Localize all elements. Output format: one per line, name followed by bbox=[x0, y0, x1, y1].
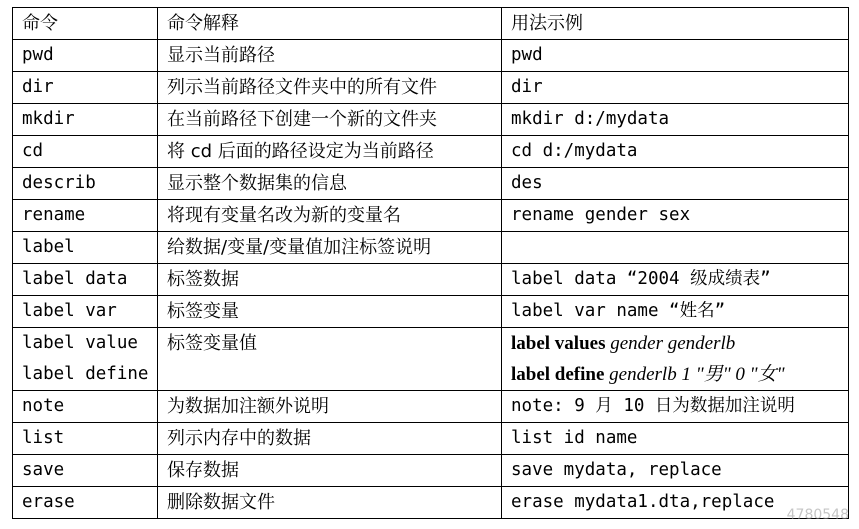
explanation-cell: 将 cd 后面的路径设定为当前路径 bbox=[158, 136, 502, 168]
command-cell: rename bbox=[13, 200, 158, 232]
explanation-cell: 显示当前路径 bbox=[158, 40, 502, 72]
command-cell: label data bbox=[13, 264, 158, 296]
command-table bbox=[12, 7, 849, 519]
explanation-cell: 标签数据 bbox=[158, 264, 502, 296]
explanation-cell: 显示整个数据集的信息 bbox=[158, 168, 502, 200]
usage-italic-text: genderlb 1 "男" 0 "女" bbox=[604, 364, 785, 385]
usage-cell: dir bbox=[502, 72, 849, 104]
table-row-label-value-define bbox=[13, 328, 849, 391]
header-explanation: 命令解释 bbox=[158, 8, 502, 40]
command-cell: mkdir bbox=[13, 104, 158, 136]
header-command: 命令 bbox=[13, 8, 158, 40]
usage-cell: note: 9 月 10 日为数据加注说明 bbox=[502, 391, 849, 423]
usage-line bbox=[511, 359, 839, 390]
command-cell: describ bbox=[13, 168, 158, 200]
usage-cell: cd d:/mydata bbox=[502, 136, 849, 168]
command-table-container bbox=[12, 7, 848, 519]
command-cell: pwd bbox=[13, 40, 158, 72]
usage-cell: pwd bbox=[502, 40, 849, 72]
command-cell: erase bbox=[13, 487, 158, 519]
usage-cell bbox=[502, 232, 849, 264]
command-cell: save bbox=[13, 455, 158, 487]
table-row bbox=[13, 423, 849, 455]
command-cell: note bbox=[13, 391, 158, 423]
explanation-cell bbox=[158, 328, 502, 391]
command-line: label define bbox=[22, 364, 149, 384]
table-row bbox=[13, 232, 849, 264]
usage-cell: list id name bbox=[502, 423, 849, 455]
command-cell: list bbox=[13, 423, 158, 455]
explanation-cell: 标签变量 bbox=[158, 296, 502, 328]
watermark: 4780548 bbox=[786, 507, 849, 523]
table-row bbox=[13, 168, 849, 200]
table-row bbox=[13, 455, 849, 487]
usage-cell: des bbox=[502, 168, 849, 200]
explanation-cell: 将现有变量名改为新的变量名 bbox=[158, 200, 502, 232]
usage-bold-text: label define bbox=[511, 364, 605, 385]
table-row bbox=[13, 264, 849, 296]
header-usage-example: 用法示例 bbox=[502, 8, 849, 40]
usage-italic-text: gender genderlb bbox=[605, 333, 736, 354]
explanation-cell: 给数据/变量/变量值加注标签说明 bbox=[158, 232, 502, 264]
table-row bbox=[13, 391, 849, 423]
explanation-cell: 列示内存中的数据 bbox=[158, 423, 502, 455]
explanation-cell: 列示当前路径文件夹中的所有文件 bbox=[158, 72, 502, 104]
usage-line bbox=[511, 328, 839, 359]
table-row bbox=[13, 200, 849, 232]
command-cell: label bbox=[13, 232, 158, 264]
usage-cell: mkdir d:/mydata bbox=[502, 104, 849, 136]
usage-cell: rename gender sex bbox=[502, 200, 849, 232]
table-row bbox=[13, 136, 849, 168]
table-row bbox=[13, 104, 849, 136]
command-line: label value bbox=[22, 333, 138, 353]
explanation-cell: 为数据加注额外说明 bbox=[158, 391, 502, 423]
explanation-cell: 删除数据文件 bbox=[158, 487, 502, 519]
explanation-cell: 保存数据 bbox=[158, 455, 502, 487]
command-cell: dir bbox=[13, 72, 158, 104]
usage-cell: erase mydata1.dta,replace bbox=[502, 487, 849, 519]
usage-bold-text: label values bbox=[511, 333, 606, 354]
explanation-cell: 在当前路径下创建一个新的文件夹 bbox=[158, 104, 502, 136]
usage-cell: save mydata, replace bbox=[502, 455, 849, 487]
table-header-row bbox=[13, 8, 849, 40]
usage-cell: label data “2004 级成绩表” bbox=[502, 264, 849, 296]
usage-cell: label var name “姓名” bbox=[502, 296, 849, 328]
table-row bbox=[13, 296, 849, 328]
table-row bbox=[13, 487, 849, 519]
table-row bbox=[13, 72, 849, 104]
command-cell: label var bbox=[13, 296, 158, 328]
table-row bbox=[13, 40, 849, 72]
usage-cell bbox=[502, 328, 849, 391]
command-cell: cd bbox=[13, 136, 158, 168]
explanation-line: 标签变量值 bbox=[167, 333, 257, 354]
command-cell bbox=[13, 328, 158, 391]
